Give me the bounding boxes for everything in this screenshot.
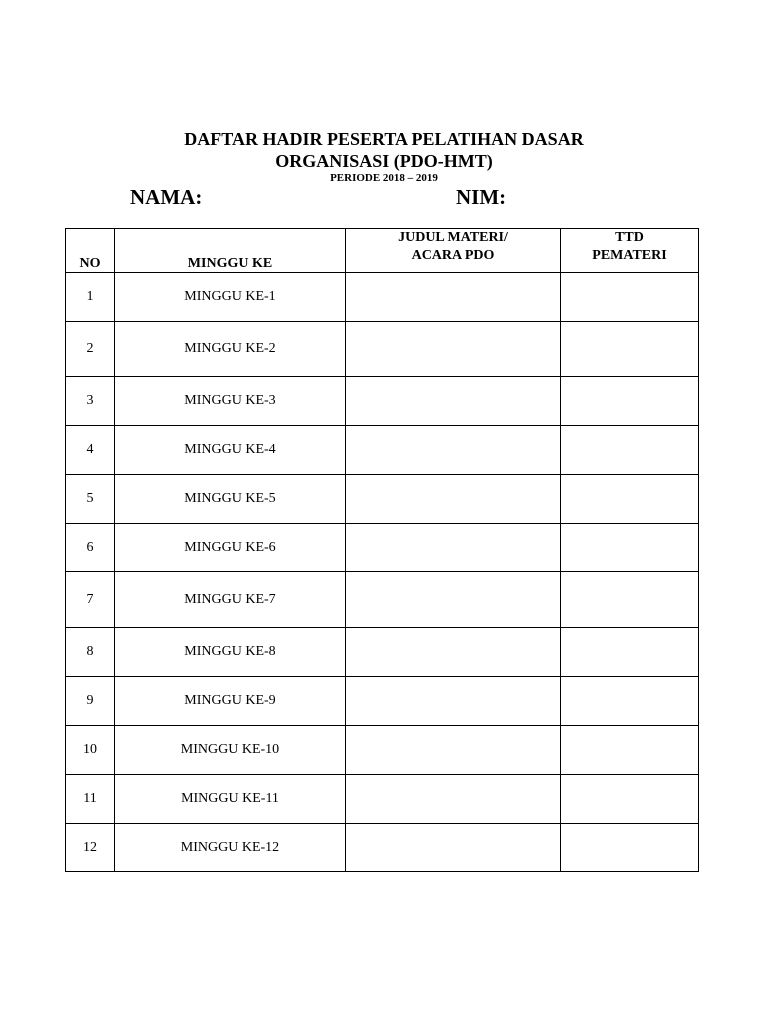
row-week: MINGGU KE-10: [115, 726, 346, 775]
period-subtitle: PERIODE 2018 – 2019: [330, 172, 438, 184]
table-row: [66, 824, 699, 872]
column-header-judul-line-2: ACARA PDO: [411, 248, 495, 263]
row-number: 6: [66, 524, 115, 572]
table-row: [66, 377, 699, 426]
table-header-row: [66, 229, 699, 273]
judul-materi-cell[interactable]: [346, 475, 561, 524]
row-number: 11: [66, 775, 115, 824]
table-row: [66, 726, 699, 775]
row-week: MINGGU KE-6: [115, 524, 346, 572]
judul-materi-cell[interactable]: [346, 322, 561, 377]
table-row: [66, 322, 699, 377]
row-number: 5: [66, 475, 115, 524]
row-week: MINGGU KE-8: [115, 628, 346, 677]
row-number: 3: [66, 377, 115, 426]
row-number: 9: [66, 677, 115, 726]
attendance-table: [65, 228, 699, 872]
judul-materi-cell[interactable]: [346, 775, 561, 824]
judul-materi-cell[interactable]: [346, 273, 561, 322]
ttd-pemateri-cell[interactable]: [561, 322, 699, 377]
row-week: MINGGU KE-3: [115, 377, 346, 426]
document-title-line-2: ORGANISASI (PDO-HMT): [275, 151, 493, 171]
row-week: MINGGU KE-5: [115, 475, 346, 524]
row-number: 1: [66, 273, 115, 322]
row-number: 12: [66, 824, 115, 872]
ttd-pemateri-cell[interactable]: [561, 524, 699, 572]
ttd-pemateri-cell[interactable]: [561, 628, 699, 677]
judul-materi-cell[interactable]: [346, 628, 561, 677]
judul-materi-cell[interactable]: [346, 426, 561, 475]
judul-materi-cell[interactable]: [346, 377, 561, 426]
ttd-pemateri-cell[interactable]: [561, 475, 699, 524]
column-header-ttd-line-1: TTD: [615, 230, 644, 245]
judul-materi-cell[interactable]: [346, 572, 561, 628]
row-week: MINGGU KE-2: [115, 322, 346, 377]
ttd-pemateri-cell[interactable]: [561, 273, 699, 322]
column-header-minggu: MINGGU KE: [115, 229, 346, 273]
row-week: MINGGU KE-11: [115, 775, 346, 824]
nim-label: NIM:: [456, 185, 507, 209]
row-number: 10: [66, 726, 115, 775]
judul-materi-cell[interactable]: [346, 677, 561, 726]
column-header-ttd-line-2: PEMATERI: [592, 248, 667, 263]
row-week: MINGGU KE-7: [115, 572, 346, 628]
row-week: MINGGU KE-12: [115, 824, 346, 872]
table-row: [66, 524, 699, 572]
ttd-pemateri-cell[interactable]: [561, 677, 699, 726]
column-header-ttd-pemateri: [561, 229, 699, 273]
judul-materi-cell[interactable]: [346, 524, 561, 572]
ttd-pemateri-cell[interactable]: [561, 377, 699, 426]
row-week: MINGGU KE-9: [115, 677, 346, 726]
table-row: [66, 628, 699, 677]
ttd-pemateri-cell[interactable]: [561, 426, 699, 475]
row-week: MINGGU KE-4: [115, 426, 346, 475]
judul-materi-cell[interactable]: [346, 824, 561, 872]
row-number: 2: [66, 322, 115, 377]
table-row: [66, 273, 699, 322]
row-number: 8: [66, 628, 115, 677]
row-number: 7: [66, 572, 115, 628]
row-week: MINGGU KE-1: [115, 273, 346, 322]
row-number: 4: [66, 426, 115, 475]
ttd-pemateri-cell[interactable]: [561, 726, 699, 775]
table-row: [66, 775, 699, 824]
table-row: [66, 677, 699, 726]
table-row: [66, 475, 699, 524]
column-header-no: NO: [66, 229, 115, 273]
column-header-judul-line-1: JUDUL MATERI/: [398, 230, 508, 245]
document-title-line-1: DAFTAR HADIR PESERTA PELATIHAN DASAR: [184, 129, 584, 149]
table-row: [66, 572, 699, 628]
judul-materi-cell[interactable]: [346, 726, 561, 775]
column-header-judul-materi: [346, 229, 561, 273]
nama-label: NAMA:: [130, 185, 203, 209]
table-row: [66, 426, 699, 475]
ttd-pemateri-cell[interactable]: [561, 824, 699, 872]
ttd-pemateri-cell[interactable]: [561, 775, 699, 824]
ttd-pemateri-cell[interactable]: [561, 572, 699, 628]
